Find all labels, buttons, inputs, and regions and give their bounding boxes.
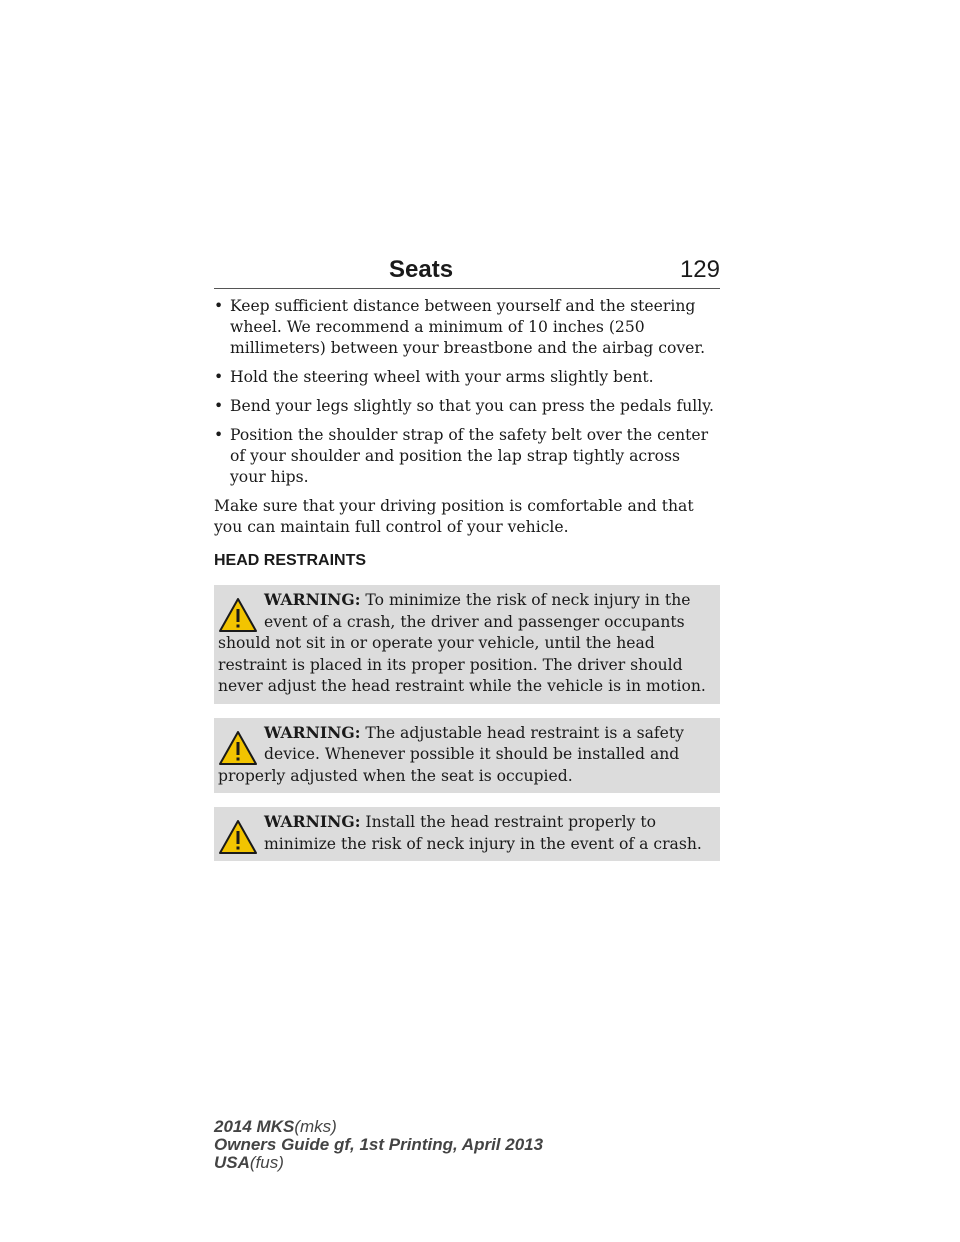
warning-text: Install the head restraint properly to minimize the risk of neck injury in the event of a crash. xyxy=(264,813,702,853)
bullet-list xyxy=(214,296,720,488)
section-heading: HEAD RESTRAINTS xyxy=(214,552,367,569)
bullet-icon: • xyxy=(214,368,224,386)
warning-triangle-icon xyxy=(218,597,258,633)
list-item-text: Keep sufficient distance between yourself and the steering wheel. We recommend a minimum of 10 inches (250 millimeters) between your breastbone and the airbag cover. xyxy=(230,297,706,357)
footer-line-market xyxy=(214,1154,543,1172)
bullet-icon: • xyxy=(214,397,224,415)
warning-label: WARNING: xyxy=(264,590,361,609)
list-item xyxy=(214,396,720,417)
footer-printing: Owners Guide gf, 1st Printing, April 2013 xyxy=(214,1135,544,1154)
list-item xyxy=(214,425,720,488)
footer-line-model xyxy=(214,1118,543,1136)
list-item-text: Position the shoulder strap of the safety belt over the center of your shoulder and position the lap strap tightly across your hips. xyxy=(230,426,709,486)
warning-box xyxy=(214,807,720,861)
warning-label: WARNING: xyxy=(264,812,361,831)
page-number: 129 xyxy=(679,256,720,283)
page-content xyxy=(214,296,720,875)
bullet-icon: • xyxy=(214,297,224,315)
list-item xyxy=(214,367,720,388)
warning-triangle-icon xyxy=(218,730,258,766)
warning-box xyxy=(214,585,720,704)
footer-market-code: (fus) xyxy=(249,1153,284,1172)
body-paragraph: Make sure that your driving position is comfortable and that you can maintain full control of your vehicle. xyxy=(214,497,694,536)
page-header xyxy=(214,252,720,289)
page-footer xyxy=(214,1118,543,1172)
footer-model: 2014 MKS xyxy=(214,1117,295,1136)
bullet-icon: • xyxy=(214,426,224,444)
footer-model-code: (mks) xyxy=(294,1117,337,1136)
list-item-text: Bend your legs slightly so that you can press the pedals fully. xyxy=(230,397,714,415)
warning-text: The adjustable head restraint is a safety device. Whenever possible it should be installed and properly adjusted when the seat is occupied. xyxy=(218,723,684,785)
warning-box xyxy=(214,718,720,794)
footer-market: USA xyxy=(214,1153,250,1172)
warning-text: To minimize the risk of neck injury in the event of a crash, the driver and passenger occupants should not sit in or operate your vehicle, until the head restraint is placed in its proper position. The driver should never adjust the head restraint while the vehicle is in motion. xyxy=(218,591,706,695)
list-item-text: Hold the steering wheel with your arms slightly bent. xyxy=(230,368,654,386)
warning-triangle-icon xyxy=(218,819,258,855)
page-title: Seats xyxy=(389,256,454,283)
list-item xyxy=(214,296,720,359)
warning-label: WARNING: xyxy=(264,722,361,742)
